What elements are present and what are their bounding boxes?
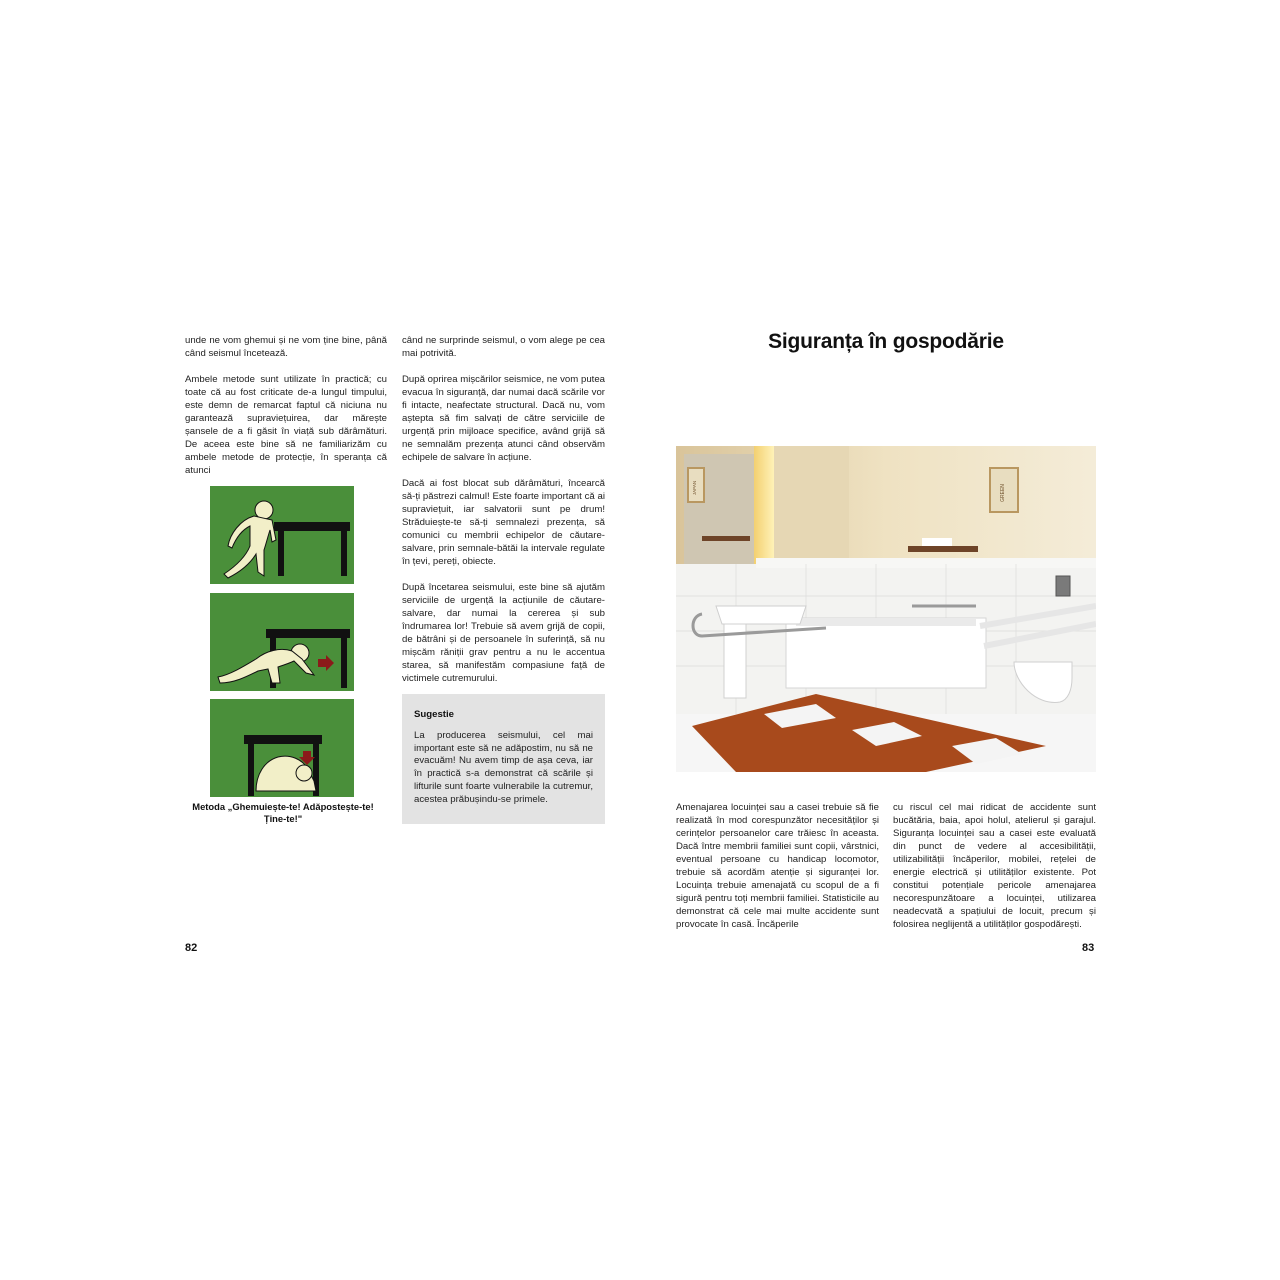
- arrow-icon: [318, 655, 334, 671]
- figure-crawl-panel: [210, 593, 354, 691]
- figure-caption: Metoda „Ghemuiește-te! Adăpostește-te! Ține-te!": [192, 801, 374, 824]
- right-column-2: [893, 801, 1096, 931]
- figure-crouch-panel: [210, 486, 354, 584]
- left-column-2: [402, 334, 605, 685]
- svg-text:GREEN: GREEN: [1000, 484, 1006, 502]
- left-column-1: [185, 334, 387, 477]
- tip-title: Sugestie: [414, 709, 454, 720]
- bathroom-illustration: [676, 446, 1096, 772]
- page-number-left: 82: [185, 942, 198, 954]
- right-column-1: [676, 801, 879, 931]
- page-title: Siguranța în gospodărie: [768, 330, 1004, 353]
- paragraph: Dacă ai fost blocat sub dărâmături, încearcă să-ți păstrezi calmul! Este foarte important că ai supraviețuit, iar salvatorii sunt pe drum! Străduiește-te să-ți semnalezi prezența, să comunici cu membrii echipelor de căutare-salvare, prin semnale-bătăi la intervale regulate în țevi, pereți, obiecte.: [402, 478, 605, 567]
- crouching-person-illustration: [210, 486, 354, 584]
- paragraph: Amenajarea locuinței sau a casei trebuie să fie realizată în mod corespunzător necesităților și cerințelor persoanelor care trăiesc în aceasta. Dacă între membrii familiei sunt copii, vârstnici, eventual persoane cu handicap locomotor, trebuie să acordăm atenție și siguranței lor. Locuința trebuie amenajată cu scopul de a fi sigură pentru toți membrii familiei. Statisticile au demonstrat că cele mai multe accidente sunt provocate în casă. Încăperile: [676, 802, 879, 930]
- figure-hold-panel: [210, 699, 354, 797]
- paragraph: cu riscul cel mai ridicat de accidente sunt bucătăria, baia, apoi holul, atelierul și garajul. Siguranța locuinței sau a casei este evaluată din punct de vedere al accesibilității, utilizabilității încăperilor, mobilei, rețelei de energie electrică și utilităților existente. Pot constitui potențiale pericole amenajarea necorespunzătoare a locuinței, utilizarea neadecvată a spațiului de locuit, precum și folosirea neglijentă a utilităților gospodărești.: [893, 802, 1096, 930]
- bathroom-photo: [676, 446, 1096, 772]
- crawling-person-illustration: [210, 593, 354, 691]
- paragraph: Ambele metode sunt utilizate în practică; cu toate că au fost criticate de-a lungul timpului, este demn de remarcat faptul că niciuna nu garantează supraviețuirea, dar mărește șansele de a fi găsit în viață sub dărâmături. De aceea este bine să ne familiarizăm cu ambele metode de protecție, în speranța că atunci: [185, 374, 387, 476]
- tip-body: La producerea seismului, cel mai important este să ne adăpostim, nu să ne evacuăm! Nu avem timp de așa ceva, iar în practică s-a demonstrat că scările și lifturile sunt foarte vulnerabile la cutremur, acestea prăbușindu-se primele.: [414, 730, 593, 805]
- paragraph: După încetarea seismului, este bine să ajutăm serviciile de urgență la acțiunile de căutare-salvare, dar numai la cererea și sub îndrumarea lor! Trebuie să avem grijă de copii, de bătrâni și de persoanele în suferință, să nu mișcăm răniții grav pentru a nu le accentua starea, să manifestăm compasiune față de victimele cutremurului.: [402, 582, 605, 684]
- svg-text:JAPAN: JAPAN: [692, 480, 697, 496]
- holding-person-illustration: [210, 699, 354, 797]
- paragraph: După oprirea mișcărilor seismice, ne vom putea evacua în siguranță, dar numai dacă scările vor fi intacte, neafectate structural. Dacă nu, vom aștepta să fim salvați de către serviciile de urgență prin mijloace specifice, având grijă să ne semnalăm prezența atunci când observăm echipele de salvare în acțiune.: [402, 374, 605, 463]
- page-number-right: 83: [1082, 942, 1095, 954]
- paragraph: unde ne vom ghemui și ne vom ține bine, până când seismul încetează.: [185, 335, 387, 359]
- tip-box: [402, 694, 605, 824]
- paragraph: când ne surprinde seismul, o vom alege pe cea mai potrivită.: [402, 335, 605, 359]
